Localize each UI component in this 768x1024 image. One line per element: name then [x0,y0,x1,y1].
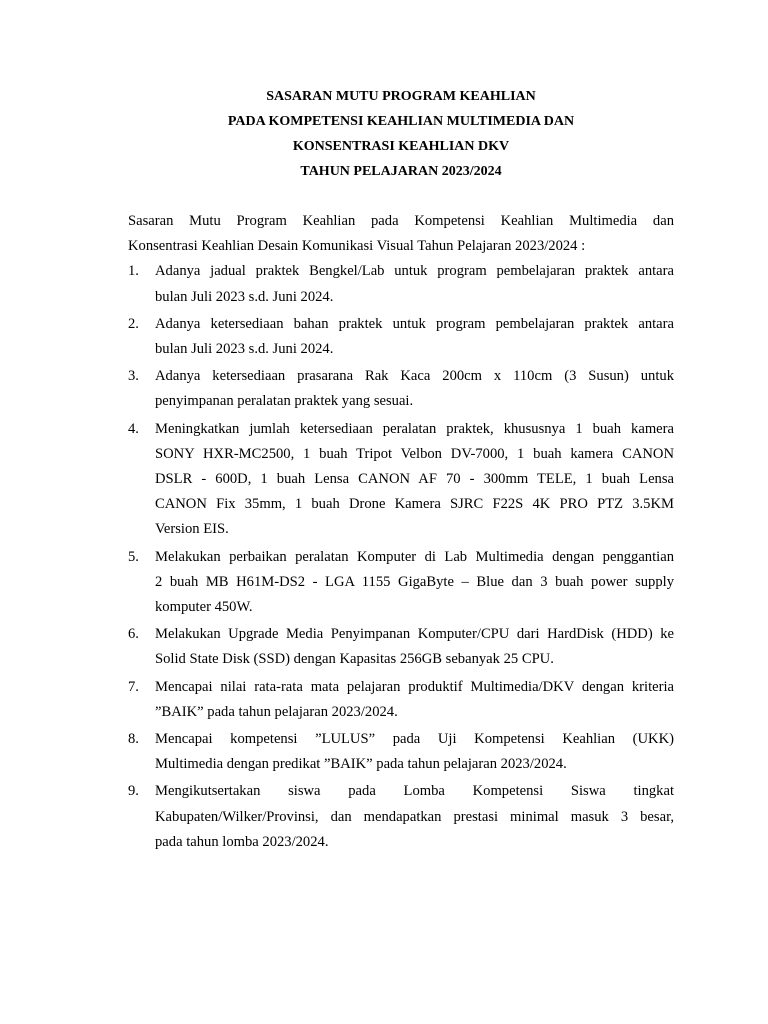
title-line-1: SASARAN MUTU PROGRAM KEAHLIAN [266,89,536,104]
list-item-text: Multimedia dengan predikat ”BAIK” pada tahun pelajaran 2023/2024. [155,756,567,773]
list-item-number: 9. [128,783,139,800]
title-line-2: PADA KOMPETENSI KEAHLIAN MULTIMEDIA DAN [227,114,575,129]
list-item-text: Melakukan Upgrade Media Penyimpanan Komputer/CPU dari HardDisk (HDD) ke [155,626,674,643]
list-item-number: 4. [128,420,139,437]
list-item-text: bulan Juli 2023 s.d. Juni 2024. [155,341,334,358]
list-item-text: Melakukan perbaikan peralatan Komputer di Lab Multimedia dengan penggantian [155,548,674,565]
list-item [128,545,674,621]
list-item [128,259,674,309]
list-item-text: Solid State Disk (SSD) dengan Kapasitas 256GB sebanyak 25 CPU. [155,651,554,668]
list-item-text: Mengikutsertakan siswa pada Lomba Kompetensi Siswa tingkat [155,783,674,800]
intro-line-1: Sasaran Mutu Program Keahlian pada Kompetensi Keahlian Multimedia dan [128,213,674,229]
title-line-3: KONSENTRASI KEAHLIAN DKV [292,139,510,154]
list-item-text: Kabupaten/Wilker/Provinsi, dan mendapatkan prestasi minimal masuk 3 besar, [155,808,674,825]
list-item [128,622,674,672]
list-item-text: ”BAIK” pada tahun pelajaran 2023/2024. [155,703,398,720]
list-item [128,727,674,777]
list-item-number: 5. [128,548,139,565]
document-title [128,84,674,184]
intro-paragraph [128,209,674,259]
list-item-text: Mencapai nilai rata-rata mata pelajaran produktif Multimedia/DKV dengan kriteria [155,678,674,695]
title-line-4: TAHUN PELAJARAN 2023/2024 [300,164,502,179]
list-item-text: Version EIS. [155,521,229,538]
list-item-number: 6. [128,626,139,643]
list-item-number: 7. [128,678,139,695]
list-item-number: 8. [128,731,139,748]
objectives-list [128,259,674,855]
list-item-text: SONY HXR-MC2500, 1 buah Tripot Velbon DV-7000, 1 buah kamera CANON [155,445,674,462]
list-item-text: Meningkatkan jumlah ketersediaan peralatan praktek, khususnya 1 buah kamera [155,420,674,437]
list-item-text: 2 buah MB H61M-DS2 - LGA 1155 GigaByte – Blue dan 3 buah power supply [155,573,674,590]
list-item-text: Mencapai kompetensi ”LULUS” pada Uji Kompetensi Keahlian (UKK) [155,731,674,748]
list-item-number: 3. [128,368,139,385]
list-item-number: 2. [128,315,139,332]
list-item-text: CANON Fix 35mm, 1 buah Drone Kamera SJRC F22S 4K PRO PTZ 3.5KM [155,496,674,513]
list-item-number: 1. [128,263,139,280]
list-item-text: Adanya ketersediaan bahan praktek untuk program pembelajaran praktek antara [155,315,674,332]
list-item-text: DSLR - 600D, 1 buah Lensa CANON AF 70 - 300mm TELE, 1 buah Lensa [155,471,674,488]
list-item [128,312,674,362]
intro-line-2: Konsentrasi Keahlian Desain Komunikasi Visual Tahun Pelajaran 2023/2024 : [128,238,586,255]
list-item-text: pada tahun lomba 2023/2024. [155,833,329,850]
list-item-text: Adanya ketersediaan prasarana Rak Kaca 200cm x 110cm (3 Susun) untuk [155,368,674,385]
list-item [128,675,674,725]
list-item-text: Adanya jadual praktek Bengkel/Lab untuk program pembelajaran praktek antara [155,263,674,280]
list-item [128,779,674,855]
list-item [128,364,674,414]
list-item-text: penyimpanan peralatan praktek yang sesuai. [155,393,414,410]
list-item-text: komputer 450W. [155,599,253,616]
list-item-text: bulan Juli 2023 s.d. Juni 2024. [155,288,334,305]
list-item [128,417,674,543]
document-page [128,84,674,857]
